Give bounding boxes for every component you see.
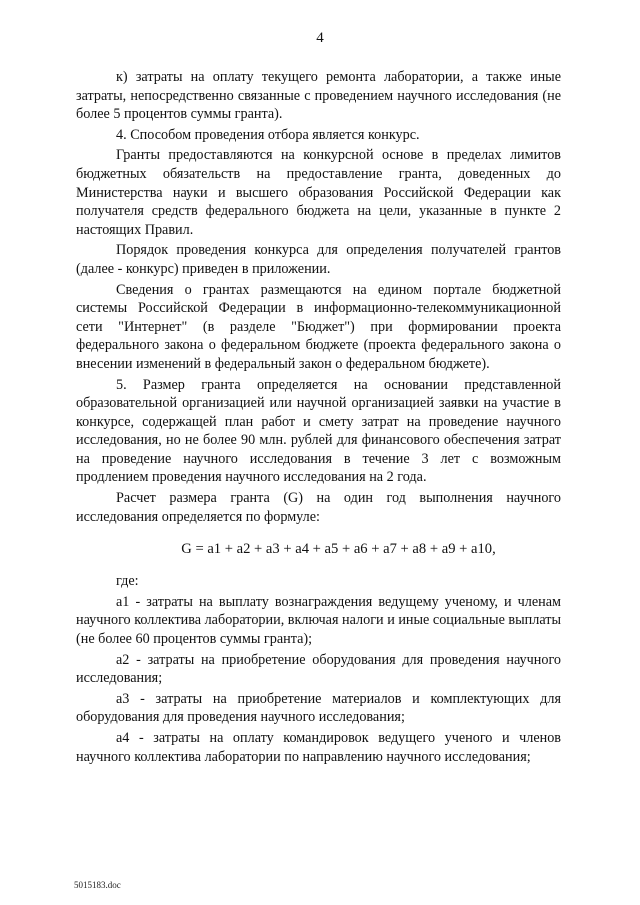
paragraph-grant-information: Сведения о грантах размещаются на едином портале бюджетной системы Российской Федерации в информационно-телекоммуникационной сети "Интернет" (в разделе "Бюджет") при формировании проекта федерального закона о федеральном бюджете (проекта федерального закона о внесении изменений в федеральный закон о федеральном бюджете). — [76, 281, 561, 372]
paragraph-a1: a1 - затраты на выплату вознаграждения ведущему ученому, и членам научного коллектива лаборатории, включая налоги и иные социальные выплаты (не более 60 процентов суммы гранта); — [76, 593, 561, 648]
grant-formula: G = a1 + a2 + a3 + a4 + a5 + a6 + a7 + a8 + a9 + a10, — [181, 541, 496, 558]
paragraph-a3: a3 - затраты на приобретение материалов и комплектующих для оборудования для проведения научного исследования; — [76, 690, 561, 726]
paragraph-repair-costs: к) затраты на оплату текущего ремонта лаборатории, а также иные затраты, непосредственно связанные с проведением научного исследования (не более 5 процентов суммы гранта). — [76, 69, 561, 123]
paragraph-selection-method: 4. Способом проведения отбора является конкурс. — [116, 126, 420, 143]
paragraph-grant-size: 5. Размер гранта определяется на основании представленной образовательной организацией или научной организацией заявки на участие в конкурсе, содержащей план работ и смету затрат на проведение научного исследования, но не более 90 млн. рублей для финансового обеспечения затрат на проведение научного исследования в течение 3 лет с возможным продлением проведения научного исследования на 2 года. — [76, 376, 561, 486]
paragraph-a4: a4 - затраты на оплату командировок ведущего ученого и членов научного коллектива лаборатории по направлению научного исследования; — [76, 730, 561, 765]
paragraph-grant-calculation: Расчет размера гранта (G) на один год выполнения научного исследования определяется по формуле: — [76, 490, 561, 525]
document-filename: 5015183.doc — [74, 880, 121, 890]
document-body — [76, 68, 561, 768]
page-number: 4 — [316, 30, 324, 46]
paragraph-grant-limits: Гранты предоставляются на конкурсной основе в пределах лимитов бюджетных обязательств на предоставление гранта, доведенных до Министерства науки и высшего образования Российской Федерации как получателя средств федерального бюджета на цели, указанные в пункте 2 настоящих Правил. — [76, 147, 561, 238]
paragraph-competition-procedure: Порядок проведения конкурса для определения получателей грантов (далее - конкурс) приведен в приложении. — [76, 242, 561, 277]
paragraph-a2: a2 - затраты на приобретение оборудования для проведения научного исследования; — [76, 651, 561, 687]
paragraph-where: где: — [116, 573, 139, 590]
